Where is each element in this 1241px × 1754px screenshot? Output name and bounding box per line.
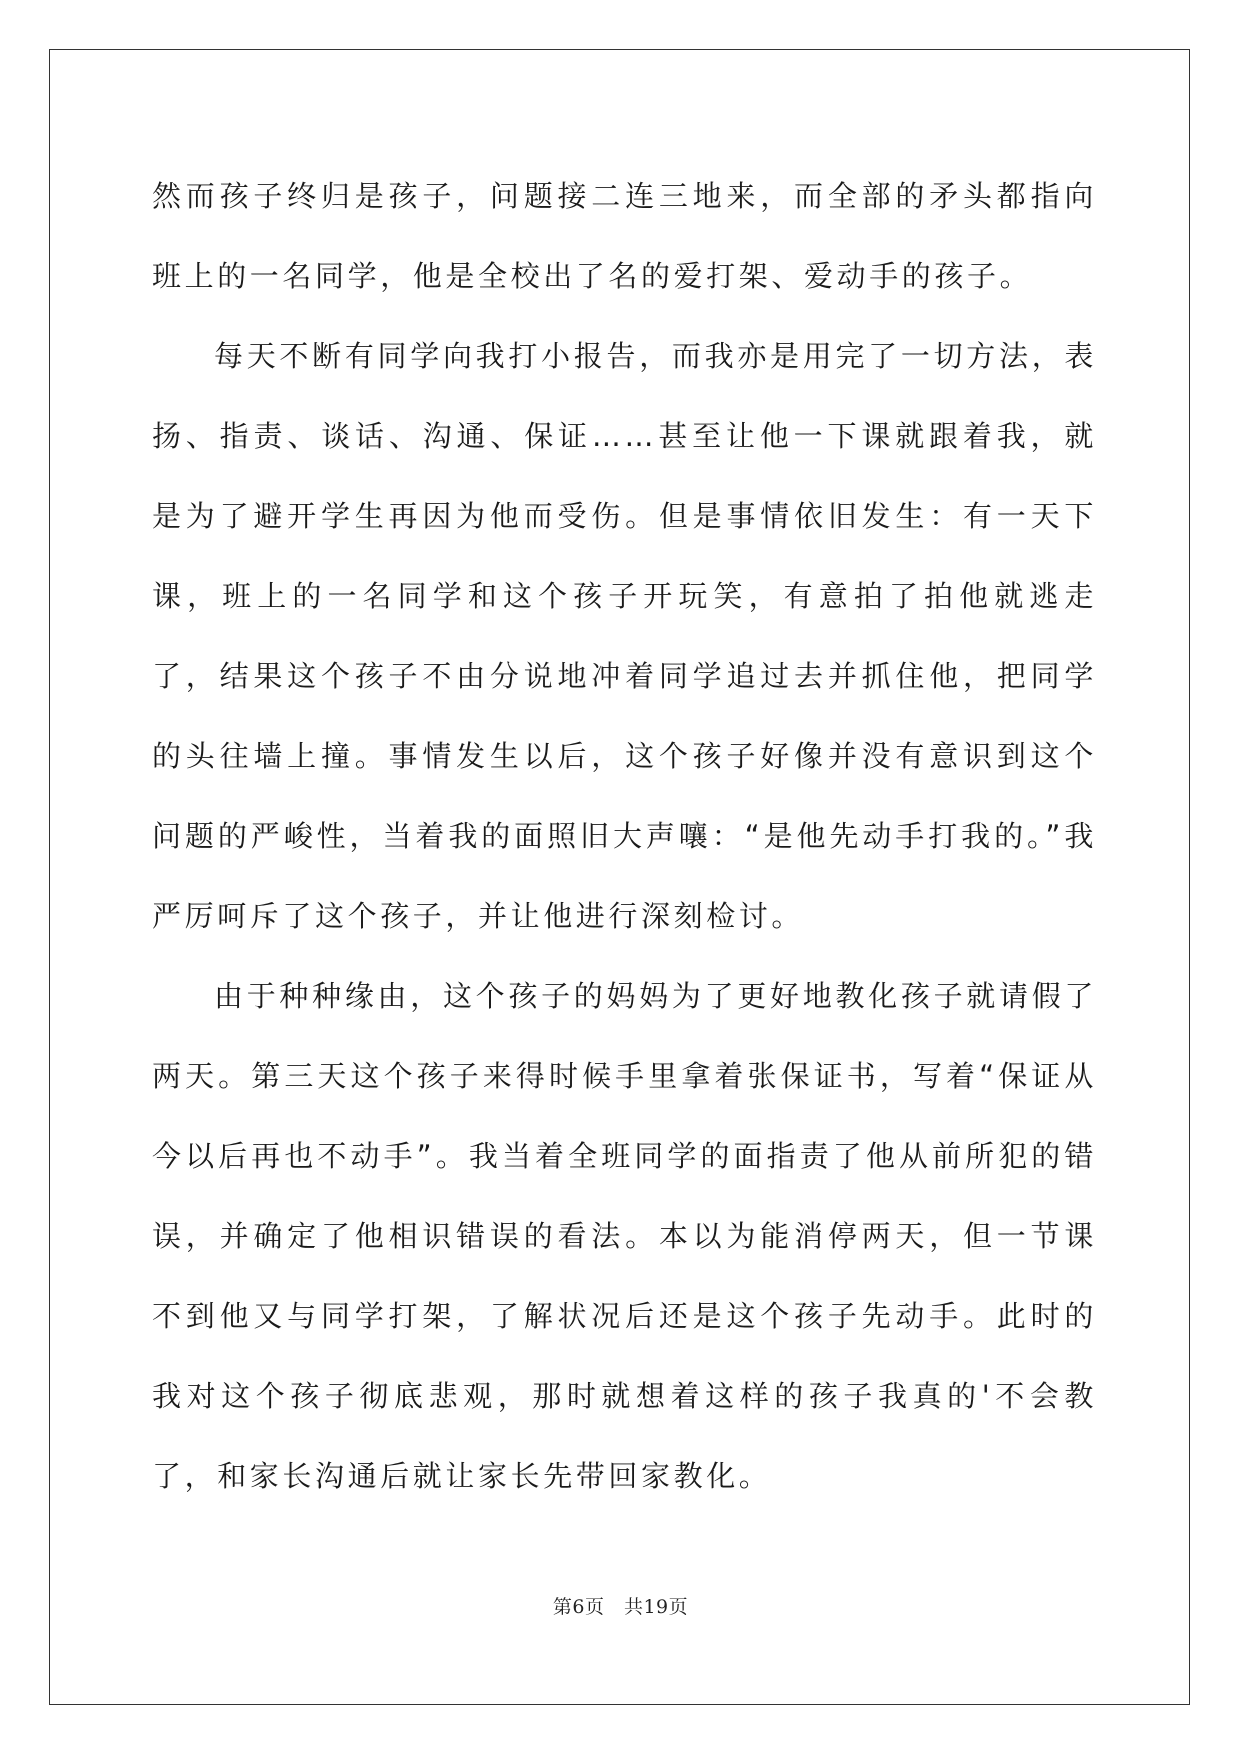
paragraph-3: 由于种种缘由，这个孩子的妈妈为了更好地教化孩子就请假了两天。第三天这个孩子来得时候手里拿着张保证书，写着“保证从今以后再也不动手”。我当着全班同学的面指责了他从前所犯的错误，并确定了他相识错误的看法。本以为能消停两天，但一节课不到他又与同学打架，了解状况后还是这个孩子先动手。此时的我对这个孩子彻底悲观，那时就想着这样的孩子我真的'不会教了，和家长沟通后就让家长先带回家教化。 [152, 979, 1097, 1493]
paragraph-1: 然而孩子终归是孩子，问题接二连三地来，而全部的矛头都指向班上的一名同学，他是全校出了名的爱打架、爱动手的孩子。 [152, 179, 1097, 293]
document-body [152, 156, 1097, 1516]
page-number: 第6页 共19页 [552, 1596, 689, 1618]
paragraph-2: 每天不断有同学向我打小报告，而我亦是用完了一切方法，表扬、指责、谈话、沟通、保证……甚至让他一下课就跟着我，就是为了避开学生再因为他而受伤。但是事情依旧发生：有一天下课，班上的一名同学和这个孩子开玩笑，有意拍了拍他就逃走了，结果这个孩子不由分说地冲着同学追过去并抓住他，把同学的头往墙上撞。事情发生以后，这个孩子好像并没有意识到这个问题的严峻性，当着我的面照旧大声嚷：“是他先动手打我的。”我严厉呵斥了这个孩子，并让他进行深刻检讨。 [152, 339, 1097, 933]
